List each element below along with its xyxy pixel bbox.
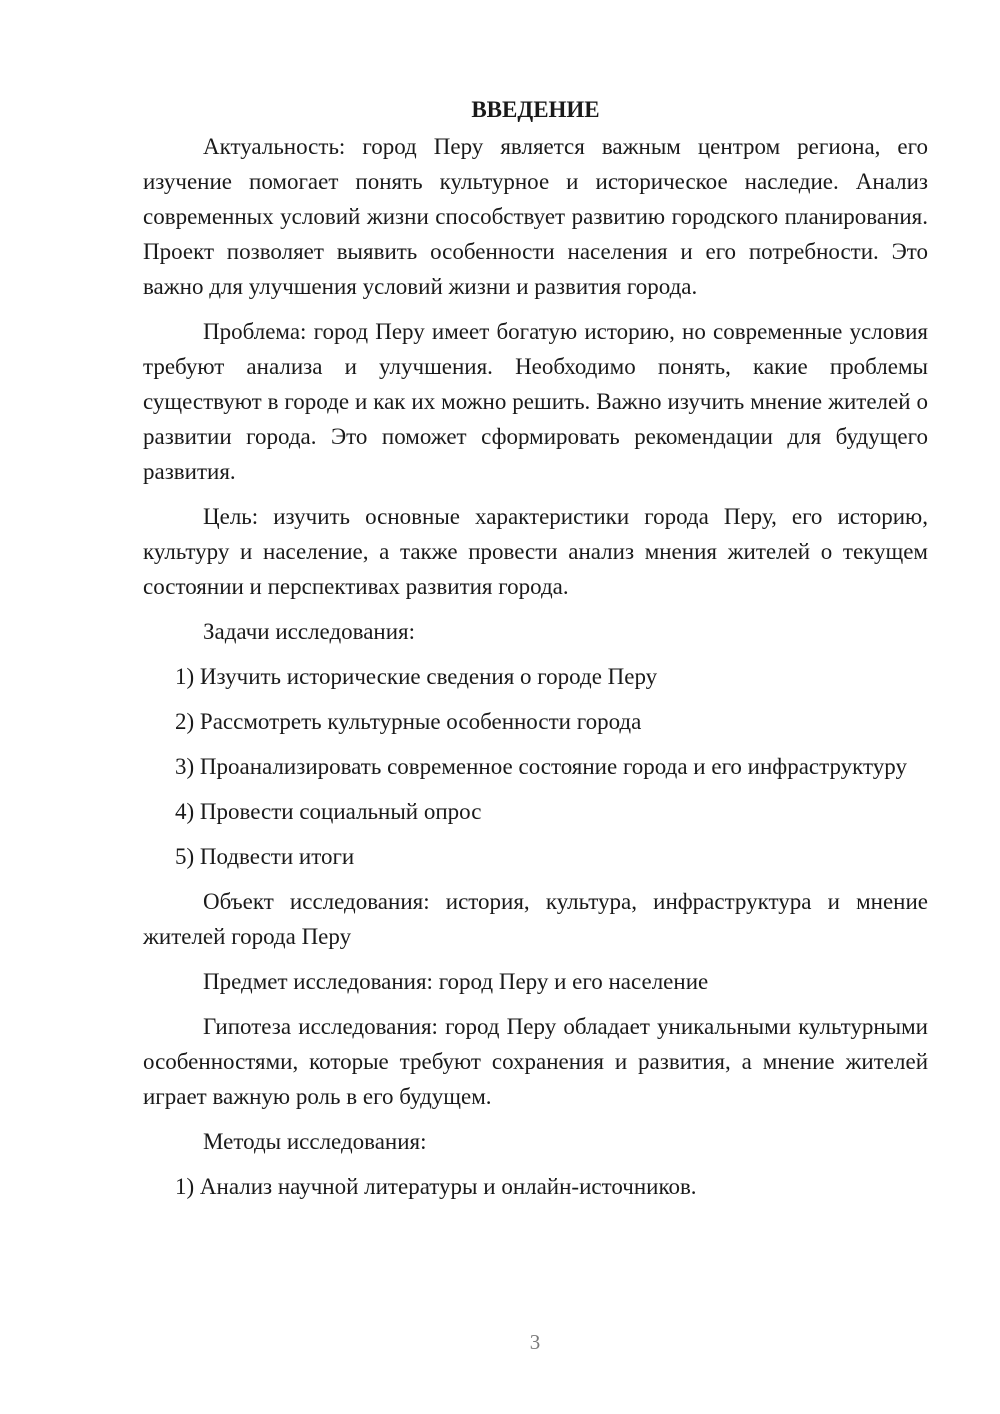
object-paragraph: Объект исследования: история, культура, инфраструктура и мнение жителей города Перу	[143, 889, 928, 949]
problem-paragraph: Проблема: город Перу имеет богатую историю, но современные условия требуют анализа и улучшения. Необходимо понять, какие проблемы существуют в городе и как их можно решить. Важно изучить мнение жителей о развитии города. Это поможет сформировать рекомендации для будущего развития.	[143, 319, 928, 484]
method-item-1: 1) Анализ научной литературы и онлайн-источников.	[175, 1174, 697, 1199]
subject-paragraph: Предмет исследования: город Перу и его население	[203, 969, 709, 994]
goal-paragraph: Цель: изучить основные характеристики города Перу, его историю, культуру и население, а также провести анализ мнения жителей о текущем состоянии и перспективах развития города.	[143, 504, 928, 599]
task-item-3: 3) Проанализировать современное состояние города и его инфраструктуру	[175, 754, 907, 779]
methods-heading: Методы исследования:	[203, 1129, 427, 1154]
page-content	[143, 92, 928, 1214]
page-number: 3	[529, 1330, 541, 1354]
task-item-1: 1) Изучить исторические сведения о городе Перу	[175, 664, 658, 689]
task-item-4: 4) Провести социальный опрос	[175, 799, 482, 824]
task-item-5: 5) Подвести итоги	[175, 844, 355, 869]
task-item-2: 2) Рассмотреть культурные особенности города	[175, 709, 642, 734]
relevance-paragraph: Актуальность: город Перу является важным центром региона, его изучение помогает понять культурное и историческое наследие. Анализ современных условий жизни способствует развитию городского планирования. Проект позволяет выявить особенности населения и его потребности. Это важно для улучшения условий жизни и развития города.	[143, 134, 928, 299]
hypothesis-paragraph: Гипотеза исследования: город Перу обладает уникальными культурными особенностями, которые требуют сохранения и развития, а мнение жителей играет важную роль в его будущем.	[143, 1014, 928, 1109]
page-title: ВВЕДЕНИЕ	[471, 97, 600, 122]
tasks-heading: Задачи исследования:	[203, 619, 416, 644]
